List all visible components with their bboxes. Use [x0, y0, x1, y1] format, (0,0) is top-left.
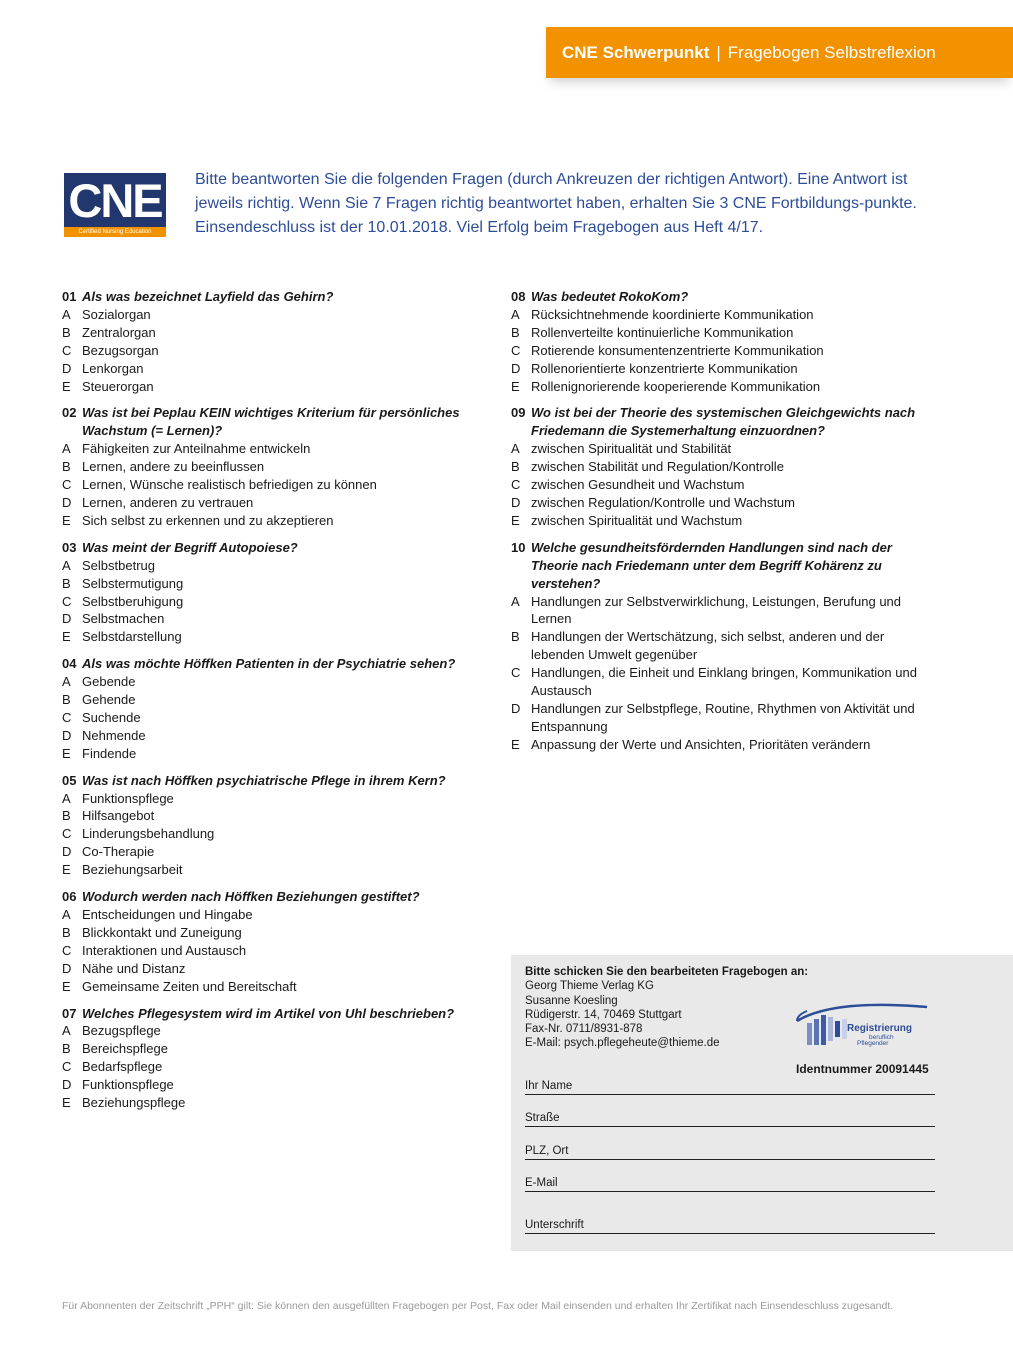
answer-text: Beziehungspflege: [82, 1095, 186, 1111]
name-field[interactable]: [525, 1079, 935, 1095]
answer-option[interactable]: [511, 378, 941, 396]
answer-letter: C: [62, 342, 72, 358]
question-number: 06: [62, 889, 77, 905]
answer-option[interactable]: [511, 664, 941, 700]
signature-field[interactable]: [525, 1218, 935, 1234]
answer-text: Selbstberuhigung: [82, 593, 184, 609]
answer-text: Handlungen der Wertschätzung, sich selbst, anderen und der lebenden Umwelt gegenüber: [531, 629, 885, 663]
answer-text: Findende: [82, 745, 137, 761]
question-text: Wodurch werden nach Höffken Beziehungen gestiftet?: [82, 889, 420, 905]
question-text: Wo ist bei der Theorie des systemischen Gleichgewichts nach Friedemann die Systemerhaltung einzuordnen?: [531, 405, 916, 439]
answer-letter: C: [62, 1059, 72, 1075]
question-title: [62, 655, 492, 673]
answer-option[interactable]: [511, 440, 941, 458]
question-number: 05: [62, 772, 77, 788]
answer-option[interactable]: [511, 476, 941, 494]
address-line: Georg Thieme Verlag KG: [525, 980, 654, 993]
address-heading: Bitte schicken Sie den bearbeiteten Fragebogen an:: [525, 966, 809, 978]
answer-letter: E: [62, 512, 71, 528]
answer-text: Rollenorientierte konzentrierte Kommunikation: [531, 360, 798, 376]
zip-city-field[interactable]: [525, 1144, 935, 1160]
answer-option[interactable]: [62, 1076, 492, 1094]
answer-text: Funktionspflege: [82, 1077, 174, 1093]
answer-letter: E: [62, 378, 71, 394]
address-line: Rüdigerstr. 14, 70469 Stuttgart: [525, 1008, 682, 1021]
answer-text: Fähigkeiten zur Anteilnahme entwickeln: [82, 441, 311, 457]
answer-option[interactable]: [62, 709, 492, 727]
question-text: Was meint der Begriff Autopoiese?: [82, 539, 298, 555]
answer-option[interactable]: [62, 790, 492, 808]
answer-text: Selbstbetrug: [82, 557, 155, 573]
question-title: [62, 539, 492, 557]
answer-letter: D: [62, 1077, 72, 1093]
answer-text: Funktionspflege: [82, 790, 174, 806]
answer-option[interactable]: [62, 494, 492, 512]
answer-text: Suchende: [82, 709, 141, 725]
question-block: [511, 404, 941, 529]
question-number: 10: [511, 539, 526, 555]
answer-text: Zentralorgan: [82, 324, 156, 340]
header-title: Fragebogen Selbstreflexion: [727, 42, 936, 62]
question-block: [62, 404, 492, 529]
question-block: [62, 888, 492, 995]
answer-option[interactable]: [62, 924, 492, 942]
answer-letter: D: [511, 360, 521, 376]
answer-letter: A: [511, 593, 520, 609]
question-text: Welche gesundheitsfördernden Handlungen sind nach der Theorie nach Friedemann unter dem Begriff Kohärenz zu verstehen?: [531, 539, 892, 591]
answer-text: Rücksichtnehmende koordinierte Kommunikation: [531, 306, 814, 322]
answer-option[interactable]: [62, 906, 492, 924]
answer-option[interactable]: [62, 476, 492, 494]
header-separator: |: [716, 42, 721, 62]
answer-option[interactable]: [62, 745, 492, 763]
question-block: [511, 288, 941, 395]
answer-letter: B: [511, 629, 520, 645]
answer-text: zwischen Gesundheit und Wachstum: [531, 477, 745, 493]
answer-letter: D: [511, 494, 521, 510]
question-number: 02: [62, 405, 77, 421]
answer-text: Rollenignorierende kooperierende Kommunikation: [531, 378, 821, 394]
answer-text: Beziehungsarbeit: [82, 862, 183, 878]
answer-text: Bedarfspflege: [82, 1059, 163, 1075]
answer-text: Gebende: [82, 674, 136, 690]
signature-field-label: Unterschrift: [525, 1219, 584, 1231]
email-field[interactable]: [525, 1176, 935, 1192]
answer-letter: A: [62, 557, 71, 573]
answer-letter: D: [62, 844, 72, 860]
answer-letter: A: [62, 306, 71, 322]
answer-option[interactable]: [62, 628, 492, 646]
question-number: 07: [62, 1005, 77, 1021]
answer-text: zwischen Regulation/Kontrolle und Wachstum: [531, 494, 795, 510]
answer-letter: D: [62, 960, 72, 976]
answer-option[interactable]: [62, 306, 492, 324]
answer-letter: A: [62, 790, 71, 806]
answer-text: Selbstmachen: [82, 611, 165, 627]
answer-text: Selbstermutigung: [82, 575, 184, 591]
answer-text: Co-Therapie: [82, 844, 155, 860]
answer-option[interactable]: [62, 691, 492, 709]
question-text: Als was bezeichnet Layfield das Gehirn?: [82, 289, 334, 304]
question-title: [511, 404, 941, 440]
answer-option[interactable]: [511, 458, 941, 476]
cne-logo-text: CNE: [68, 174, 162, 227]
answer-letter: A: [62, 674, 71, 690]
questions-left-column: [62, 288, 492, 1121]
answer-text: zwischen Spiritualität und Wachstum: [531, 512, 743, 528]
answer-text: Lernen, andere zu beeinflussen: [82, 459, 265, 475]
answer-letter: E: [62, 862, 71, 878]
answer-text: Rotierende konsumentenzentrierte Kommunikation: [531, 342, 824, 358]
answer-text: Handlungen, die Einheit und Einklang bringen, Kommunikation und Austausch: [531, 665, 917, 699]
answer-option[interactable]: [62, 557, 492, 575]
answer-text: Entscheidungen und Hingabe: [82, 907, 253, 922]
answer-letter: D: [62, 727, 72, 743]
answer-text: Blickkontakt und Zuneigung: [82, 924, 242, 940]
street-field[interactable]: [525, 1111, 935, 1127]
answer-text: Sich selbst zu erkennen und zu akzeptieren: [82, 512, 334, 528]
answer-option[interactable]: [62, 807, 492, 825]
intro-text: Bitte beantworten Sie die folgenden Fragen (durch Ankreuzen der richtigen Antwort). Eine Antwort ist jeweils richtig. Wenn Sie 7 Fragen richtig beantwortet haben, erhalten Sie 3 CNE Fortbildungs-punkte. Einsendeschluss ist der 10.01.2018. Viel Erfolg beim Fragebogen aus Heft 4/17.: [195, 171, 917, 236]
question-block: [62, 288, 492, 395]
answer-text: Handlungen zur Selbstverwirklichung, Leistungen, Berufung und Lernen: [531, 593, 902, 627]
answer-option[interactable]: [62, 610, 492, 628]
question-title: [511, 539, 941, 593]
answer-option[interactable]: [62, 1058, 492, 1076]
question-title: [62, 1005, 492, 1023]
answer-option[interactable]: [62, 978, 492, 996]
registrierung-logo: [793, 997, 933, 1057]
answer-option[interactable]: [62, 360, 492, 378]
question-text: Welches Pflegesystem wird im Artikel von Uhl beschrieben?: [82, 1005, 455, 1021]
answer-text: Nehmende: [82, 727, 146, 743]
answer-letter: C: [62, 709, 72, 725]
cne-logo-subtitle: Certified Nursing Education: [64, 227, 166, 237]
answer-option[interactable]: [511, 324, 941, 342]
address-line: E-Mail: psych.pflegeheute@thieme.de: [525, 1037, 720, 1050]
answer-letter: C: [511, 665, 521, 681]
question-block: [62, 772, 492, 879]
header-brand: CNE Schwerpunkt: [562, 42, 710, 62]
answer-letter: D: [62, 494, 72, 510]
answer-letter: E: [511, 378, 520, 394]
answer-option[interactable]: [62, 673, 492, 691]
answer-letter: A: [511, 306, 520, 322]
mailing-address: [525, 965, 808, 1051]
question-number: 04: [62, 656, 77, 672]
answer-letter: B: [511, 324, 520, 340]
question-number: 09: [511, 405, 526, 421]
answer-letter: E: [62, 745, 71, 761]
answer-option[interactable]: [511, 700, 941, 736]
answer-text: Sozialorgan: [82, 306, 151, 322]
answer-option[interactable]: [62, 1040, 492, 1058]
answer-letter: B: [62, 324, 71, 340]
answer-option[interactable]: [62, 727, 492, 745]
answer-letter: B: [62, 692, 71, 708]
answer-text: zwischen Stabilität und Regulation/Kontrolle: [531, 459, 784, 475]
question-number: 03: [62, 539, 77, 555]
answer-text: Gemeinsame Zeiten und Bereitschaft: [82, 978, 297, 994]
answer-letter: A: [62, 1023, 71, 1039]
answer-text: Handlungen zur Selbstpflege, Routine, Rhythmen von Aktivität und Entspannung: [531, 700, 915, 734]
questions-right-column: [511, 288, 941, 763]
answer-option[interactable]: [62, 1094, 492, 1112]
answer-letter: B: [62, 575, 71, 591]
answer-option[interactable]: [511, 512, 941, 530]
answer-text: zwischen Spiritualität und Stabilität: [531, 441, 732, 457]
answer-text: Lernen, Wünsche realistisch befriedigen zu können: [82, 477, 377, 493]
address-line: Fax-Nr. 0711/8931-878: [525, 1023, 643, 1036]
answer-option[interactable]: [62, 324, 492, 342]
answer-text: Linderungsbehandlung: [82, 826, 215, 842]
answer-option[interactable]: [62, 942, 492, 960]
answer-letter: E: [511, 736, 520, 752]
address-line: Susanne Koesling: [525, 994, 618, 1007]
answer-option[interactable]: [511, 360, 941, 378]
answer-option[interactable]: [62, 440, 492, 458]
answer-letter: C: [62, 477, 72, 493]
answer-option[interactable]: [511, 342, 941, 360]
registration-line3: Pflegender: [857, 1040, 889, 1047]
answer-letter: C: [511, 477, 521, 493]
answer-letter: C: [62, 942, 72, 958]
question-block: [62, 1005, 492, 1112]
footer-note: Für Abonnenten der Zeitschrift „PPH“ gilt: Sie können den ausgefüllten Fragebogen per Post, Fax oder Mail einsenden und erhalten Ihr Zertifikat nach Einsendeschluss zugesandt.: [62, 1300, 894, 1312]
name-field-label: Ihr Name: [525, 1080, 573, 1092]
answer-letter: A: [62, 907, 71, 922]
answer-letter: E: [62, 978, 71, 994]
answer-letter: A: [62, 441, 71, 457]
answer-text: Nähe und Distanz: [82, 960, 186, 976]
answer-option[interactable]: [62, 843, 492, 861]
answer-option[interactable]: [511, 306, 941, 324]
registration-line2: beruflich: [869, 1034, 894, 1041]
answer-letter: D: [62, 611, 72, 627]
identnummer: Identnummer 20091445: [796, 1062, 929, 1076]
answer-text: Selbstdarstellung: [82, 629, 182, 645]
answer-option[interactable]: [62, 861, 492, 879]
answer-letter: C: [62, 826, 72, 842]
answer-text: Gehende: [82, 692, 136, 708]
answer-option[interactable]: [511, 494, 941, 512]
answer-text: Bezugsorgan: [82, 342, 159, 358]
question-number: 01: [62, 289, 77, 304]
answer-letter: B: [62, 1041, 71, 1057]
answer-text: Interaktionen und Austausch: [82, 942, 247, 958]
answer-option[interactable]: [62, 342, 492, 360]
question-title: [62, 404, 492, 440]
answer-option[interactable]: [62, 512, 492, 530]
answer-letter: B: [62, 808, 71, 824]
answer-letter: E: [62, 1095, 71, 1111]
question-number: 08: [511, 289, 526, 304]
zip-city-field-label: PLZ, Ort: [525, 1145, 569, 1157]
answer-letter: E: [511, 512, 520, 528]
answer-option[interactable]: [62, 458, 492, 476]
answer-letter: B: [62, 924, 71, 940]
answer-option[interactable]: [62, 378, 492, 396]
email-field-label: E-Mail: [525, 1177, 558, 1189]
answer-text: Rollenverteilte kontinuierliche Kommunikation: [531, 324, 794, 340]
answer-text: Anpassung der Werte und Ansichten, Prioritäten verändern: [531, 736, 871, 752]
answer-text: Bereichspflege: [82, 1041, 168, 1057]
answer-letter: B: [511, 459, 520, 475]
answer-letter: C: [511, 342, 521, 358]
answer-text: Hilfsangebot: [82, 808, 155, 824]
answer-letter: A: [511, 441, 520, 457]
answer-letter: D: [511, 700, 521, 716]
header-banner: [546, 27, 1013, 78]
answer-option[interactable]: [511, 628, 941, 664]
question-block: [511, 539, 941, 754]
answer-letter: B: [62, 459, 71, 475]
answer-text: Lenkorgan: [82, 360, 144, 376]
question-block: [62, 655, 492, 762]
answer-option[interactable]: [62, 1022, 492, 1040]
answer-text: Bezugspflege: [82, 1023, 161, 1039]
question-text: Was bedeutet RokoKom?: [531, 289, 689, 304]
registration-text: Registrierung: [847, 1023, 913, 1034]
answer-option[interactable]: [511, 593, 941, 629]
street-field-label: Straße: [525, 1112, 560, 1124]
answer-text: Steuerorgan: [82, 378, 154, 394]
question-text: Was ist nach Höffken psychiatrische Pflege in ihrem Kern?: [82, 772, 446, 788]
answer-option[interactable]: [62, 960, 492, 978]
question-title: [62, 772, 492, 790]
question-title: [62, 288, 492, 306]
answer-letter: D: [62, 360, 72, 376]
question-title: [62, 888, 492, 906]
cne-logo: [64, 173, 166, 237]
answer-letter: C: [62, 593, 72, 609]
answer-option[interactable]: [511, 736, 941, 754]
question-block: [62, 539, 492, 646]
answer-text: Lernen, anderen zu vertrauen: [82, 494, 254, 510]
question-text: Was ist bei Peplau KEIN wichtiges Kriterium für persönliches Wachstum (= Lernen)?: [82, 405, 460, 439]
submission-form-box: [511, 955, 1013, 1251]
answer-letter: E: [62, 629, 71, 645]
answer-option[interactable]: [62, 825, 492, 843]
question-text: Als was möchte Höffken Patienten in der Psychiatrie sehen?: [82, 656, 456, 672]
answer-option[interactable]: [62, 575, 492, 593]
answer-option[interactable]: [62, 593, 492, 611]
question-title: [511, 288, 941, 306]
